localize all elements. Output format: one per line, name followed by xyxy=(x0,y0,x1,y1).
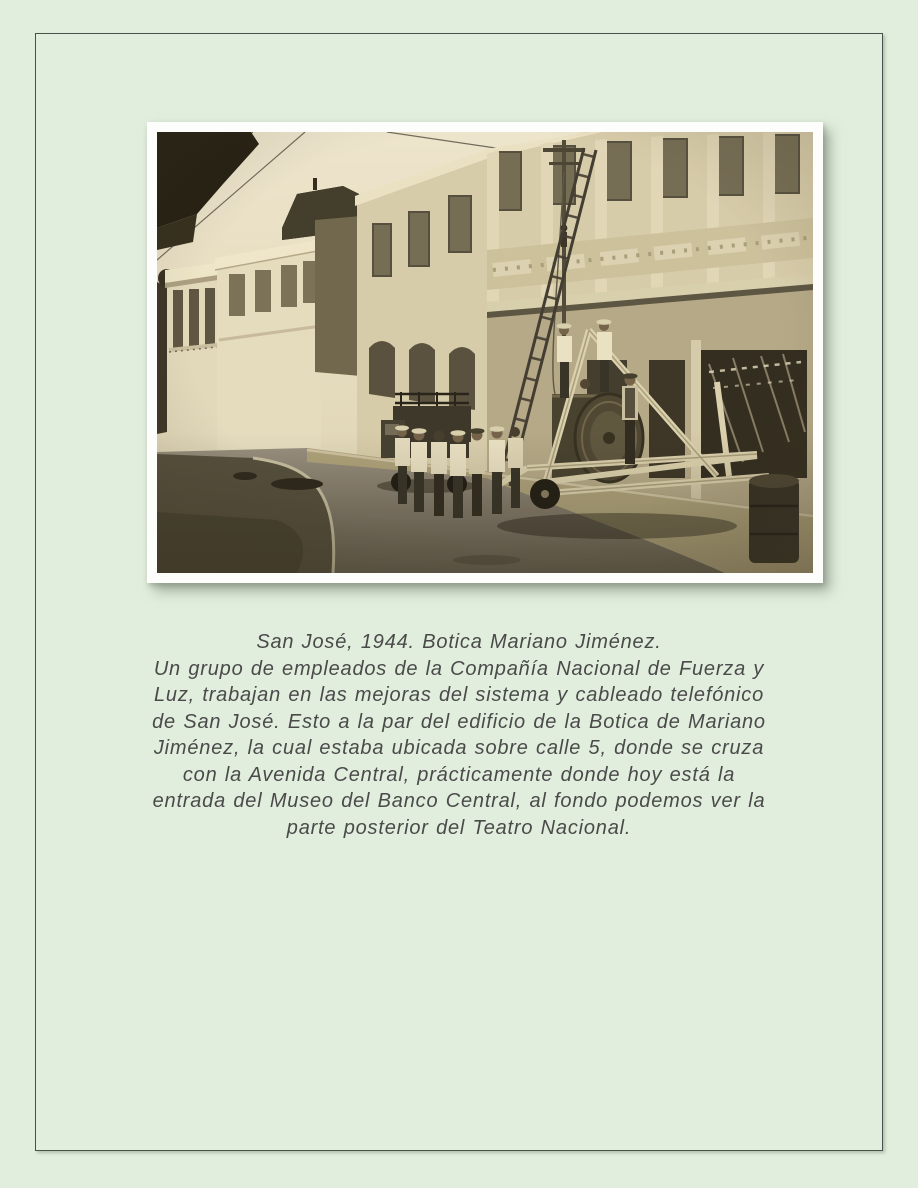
photo-sepia-tint xyxy=(157,132,813,573)
caption-line: parte posterior del Teatro Nacional. xyxy=(286,816,632,839)
historic-photo xyxy=(157,132,813,573)
caption-line: Jiménez, la cual estaba ubicada sobre calle 5, donde se cruza xyxy=(153,737,765,759)
photo-caption xyxy=(0,629,918,841)
photo-card xyxy=(147,122,823,583)
caption-title: San José, 1944. Botica Mariano Jiménez. xyxy=(256,631,662,653)
caption-line: Un grupo de empleados de la Compañía Nacional de Fuerza y xyxy=(153,657,765,680)
caption-line: Luz, trabajan en las mejoras del sistema y cableado telefónico xyxy=(153,684,765,706)
caption-line: entrada del Museo del Banco Central, al fondo podemos ver la xyxy=(152,790,766,812)
caption-line: de San José. Esto a la par del edificio de la Botica de Mariano xyxy=(152,710,766,733)
caption-line: con la Avenida Central, prácticamente donde hoy está la xyxy=(182,763,736,786)
